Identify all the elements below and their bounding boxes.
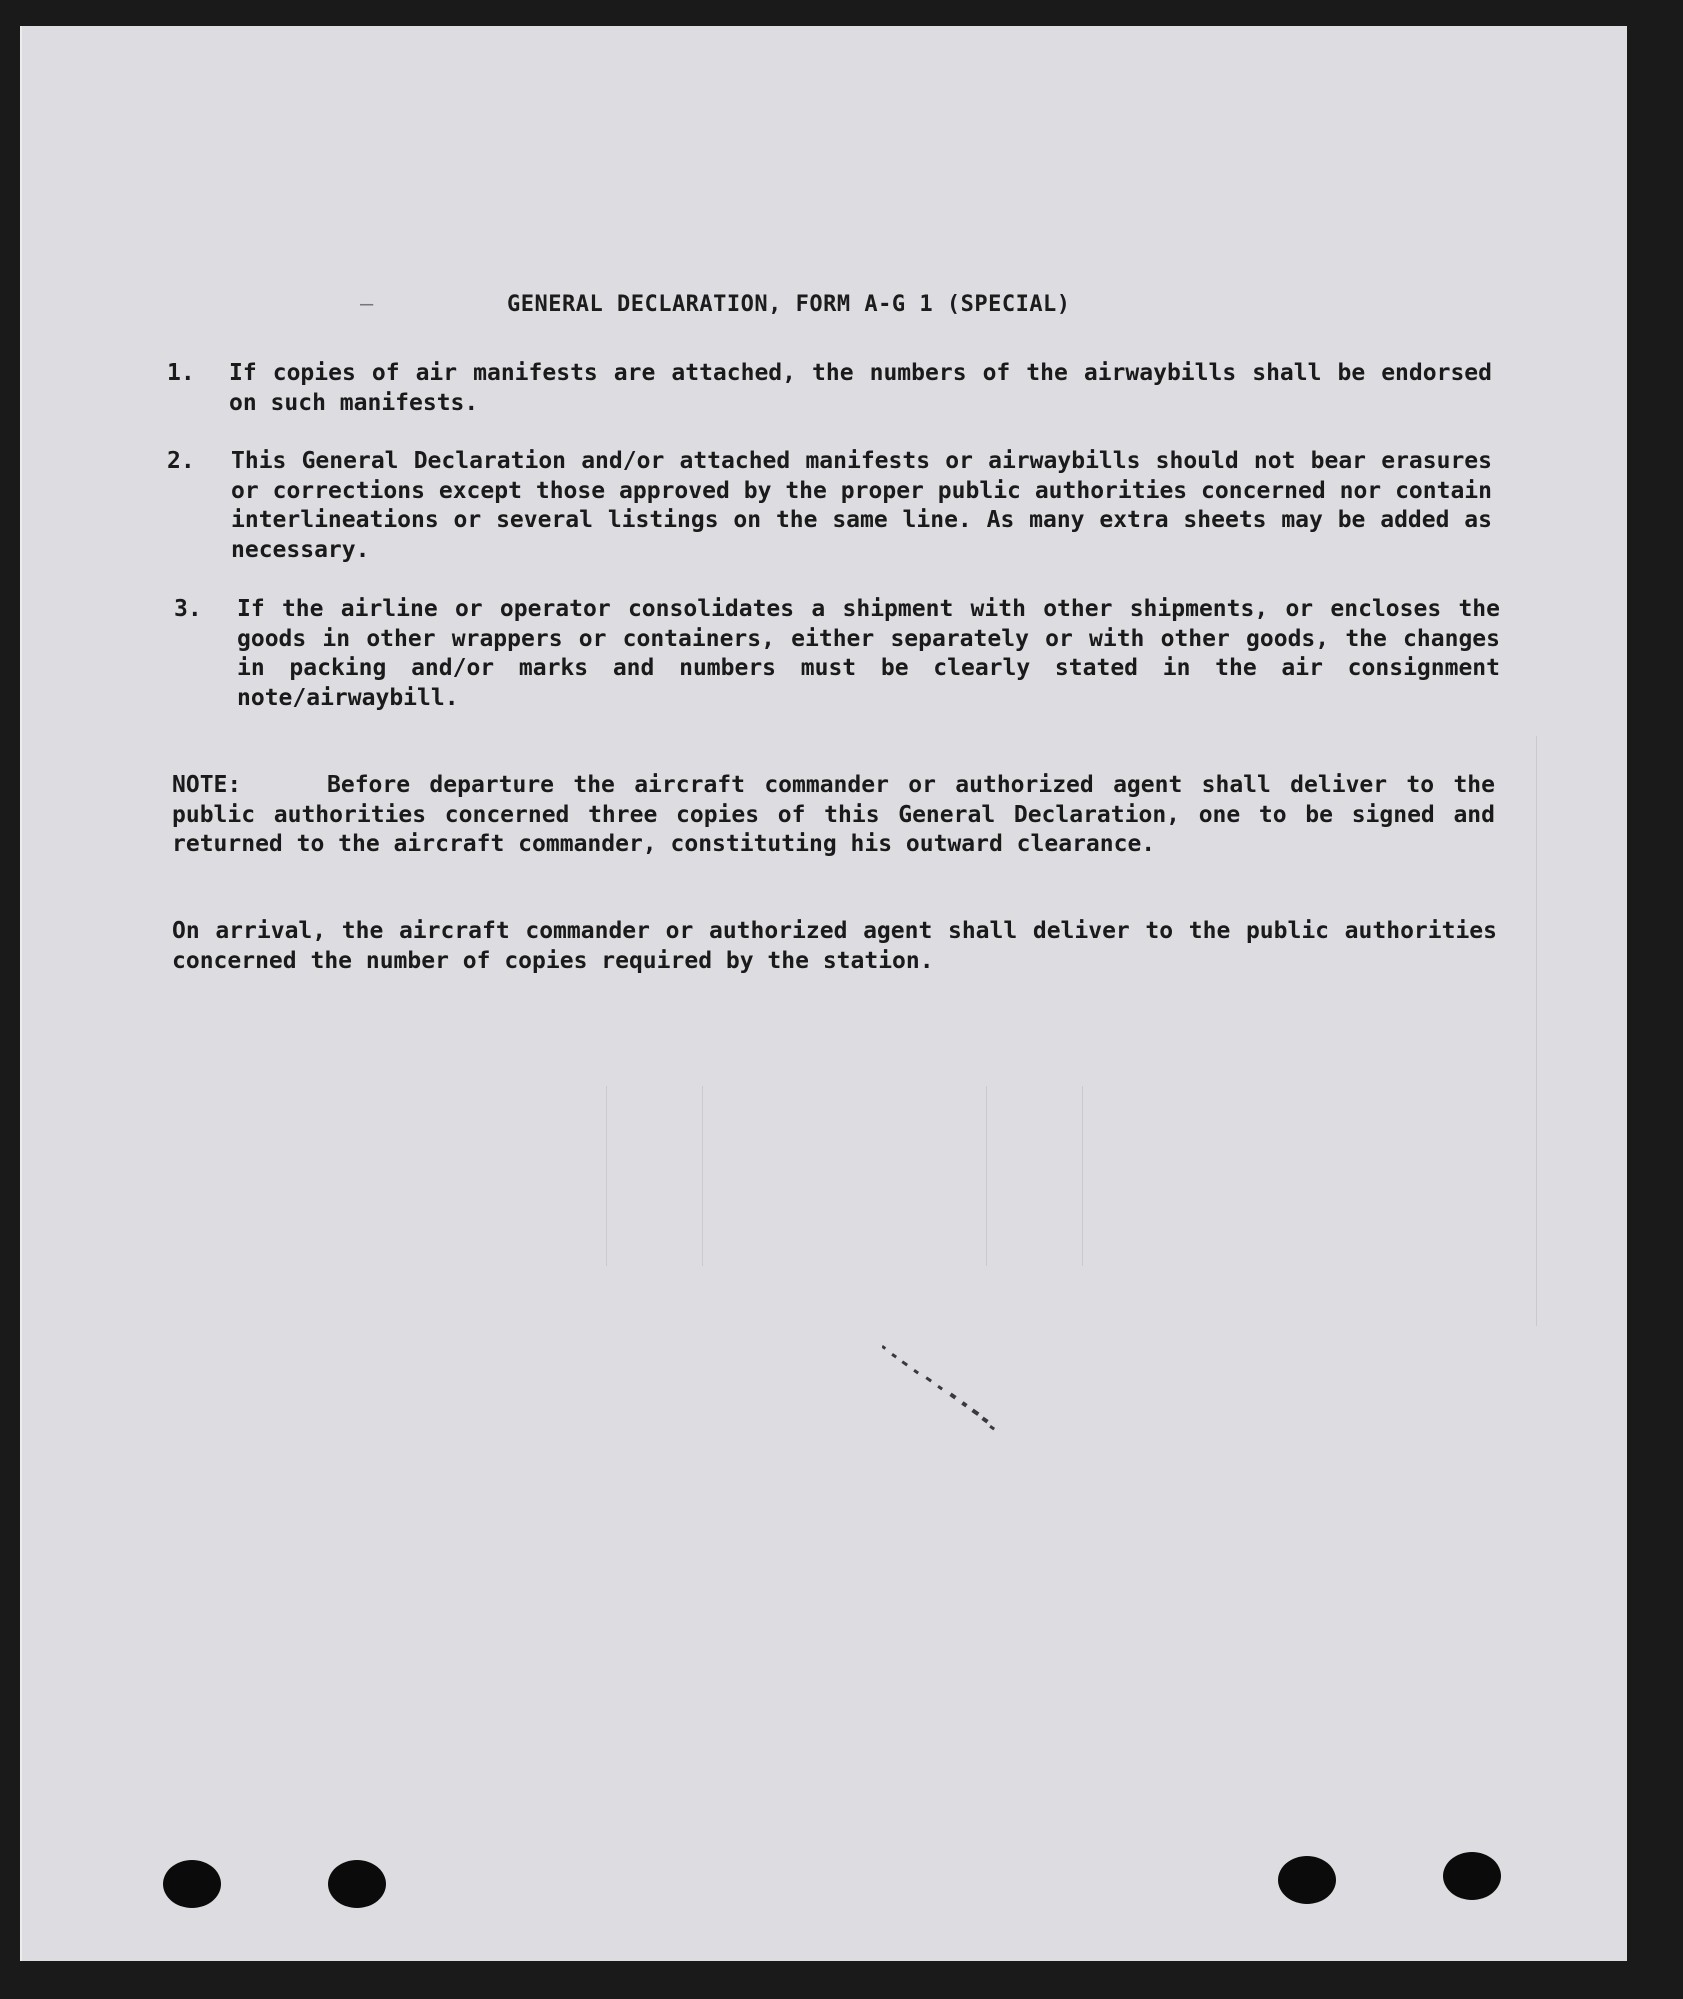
item-text: This General Declaration and/or attached manifests or airwaybills should not bear erasures or corrections except those approved by the proper public authorities concerned nor contain interlineations or several listings on the same line. As many extra sheets may be added as necessary. (231, 448, 1492, 563)
arrival-paragraph: On arrival, the aircraft commander or authorized agent shall deliver to the public authorities concerned the number of copies required by the station. (172, 918, 1497, 974)
punch-hole (328, 1860, 386, 1908)
punch-hole (163, 1860, 221, 1908)
stray-mark: – (360, 292, 374, 317)
bleed-through-line (606, 1086, 607, 1266)
note-paragraph (172, 771, 1495, 860)
bleed-through-line (1082, 1086, 1083, 1266)
item-number: 2. (167, 448, 195, 474)
item-number: 3. (174, 596, 202, 622)
punch-hole (1443, 1852, 1501, 1900)
item-number: 1. (167, 360, 195, 386)
item-text: If the airline or operator consolidates a shipment with other shipments, or encloses the goods in other wrappers or containers, either separately or with other goods, the changes in packing and/or marks and numbers must be clearly stated in the air consignment note/airwaybill. (237, 596, 1500, 711)
item-text: If copies of air manifests are attached, the numbers of the airwaybills shall be endorsed on such manifests. (229, 360, 1492, 416)
bleed-through-line (702, 1086, 703, 1266)
document-page (20, 26, 1627, 1961)
list-item (167, 359, 1522, 419)
list-item (174, 595, 1529, 715)
bleed-through-line (1536, 736, 1537, 1326)
list-item (167, 447, 1522, 567)
note-label: NOTE: (172, 772, 242, 798)
note-text: Before departure the aircraft commander or authorized agent shall deliver to the public authorities concerned three copies of this General Declaration, one to be signed and returned to the aircraft commander, constituting his outward clearance. (172, 772, 1495, 857)
bleed-through-line (986, 1086, 987, 1266)
punch-hole (1278, 1856, 1336, 1904)
stray-specks (882, 1326, 1042, 1456)
document-title: GENERAL DECLARATION, FORM A-G 1 (SPECIAL) (507, 292, 1071, 317)
